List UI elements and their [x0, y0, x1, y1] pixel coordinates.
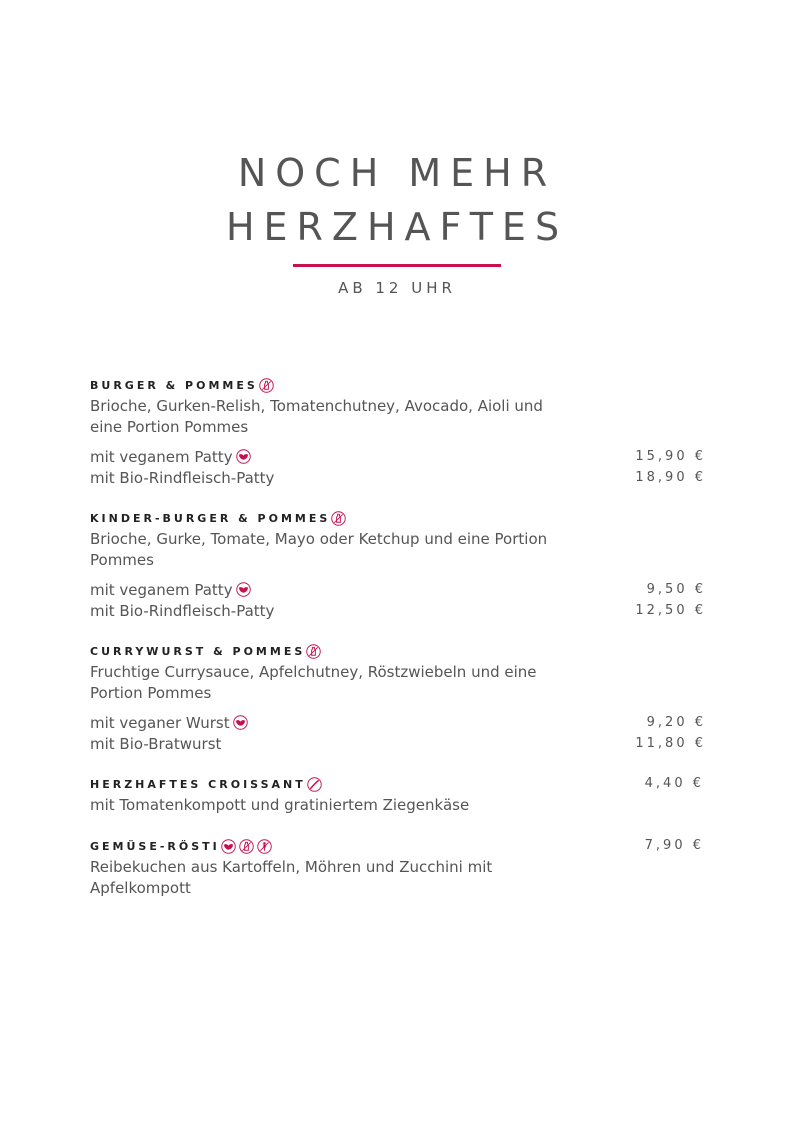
- variant-row: [90, 467, 706, 488]
- menu-item-header: [90, 509, 706, 527]
- variant-row: [90, 579, 706, 600]
- page-title: [0, 146, 794, 254]
- menu-item-header: [90, 642, 706, 660]
- variant-label: [90, 714, 251, 732]
- lactose-free-icon: [306, 644, 321, 659]
- menu-list: [90, 376, 706, 899]
- variant-price: 18,90 €: [635, 470, 706, 485]
- vegetarian-icon: [307, 777, 322, 792]
- variant-label: [90, 602, 274, 620]
- menu-item: [90, 376, 706, 488]
- variant-price: 9,20 €: [646, 715, 706, 730]
- menu-item-variants: [90, 446, 706, 488]
- menu-item-name: GEMÜSE-RÖSTI: [90, 839, 220, 853]
- variant-row: [90, 733, 706, 754]
- vegan-icon: [236, 582, 251, 597]
- menu-item-price: 4,40 €: [644, 776, 704, 791]
- menu-item-description: Brioche, Gurke, Tomate, Mayo oder Ketchup und eine Portion Pommes: [90, 530, 548, 569]
- menu-item-header: [90, 775, 706, 793]
- menu-item: [90, 837, 706, 899]
- menu-item-variants: [90, 712, 706, 754]
- variant-label-text: mit veganem Patty: [90, 447, 233, 466]
- variant-label: [90, 735, 221, 753]
- menu-item-header: [90, 837, 706, 855]
- dietary-icons: [306, 644, 324, 659]
- variant-price: 12,50 €: [635, 603, 706, 618]
- lactose-free-icon: [239, 839, 254, 854]
- vegan-icon: [221, 839, 236, 854]
- menu-item-description: Fruchtige Currysauce, Apfelchutney, Röstzwiebeln und eine Portion Pommes: [90, 663, 537, 702]
- dietary-icons: [331, 511, 349, 526]
- menu-item: [90, 775, 706, 816]
- variant-label-text: mit Bio-Rindfleisch-Patty: [90, 468, 275, 487]
- menu-item-price: 7,90 €: [644, 838, 704, 853]
- variant-price: 11,80 €: [635, 736, 706, 751]
- menu-item-variants: [90, 579, 706, 621]
- variant-label: [90, 469, 274, 487]
- variant-row: [90, 712, 706, 733]
- variant-price: 9,50 €: [646, 582, 706, 597]
- vegan-icon: [236, 449, 251, 464]
- variant-row: [90, 600, 706, 621]
- menu-item-description: Reibekuchen aus Kartoffeln, Möhren und Zucchini mit Apfelkompott: [90, 858, 493, 897]
- dietary-icons: [221, 839, 275, 854]
- title-line-2: HERZHAFTES: [225, 205, 569, 249]
- menu-item-name: KINDER-BURGER & POMMES: [90, 511, 331, 525]
- variant-row: [90, 446, 706, 467]
- variant-price: 15,90 €: [635, 449, 706, 464]
- vegan-icon: [233, 715, 248, 730]
- dietary-icons: [307, 777, 325, 792]
- variant-label: [90, 448, 254, 466]
- menu-item-name: CURRYWURST & POMMES: [90, 644, 306, 658]
- variant-label-text: mit veganem Patty: [90, 580, 233, 599]
- lactose-free-icon: [331, 511, 346, 526]
- menu-item: [90, 642, 706, 754]
- variant-label-text: mit Bio-Rindfleisch-Patty: [90, 601, 275, 620]
- variant-label-text: mit veganer Wurst: [90, 713, 230, 732]
- menu-item-name: BURGER & POMMES: [90, 378, 258, 392]
- title-underline: [293, 264, 501, 267]
- menu-item-description: mit Tomatenkompott und gratiniertem Ziegenkäse: [90, 796, 470, 814]
- variant-label-text: mit Bio-Bratwurst: [90, 734, 222, 753]
- lactose-free-icon: [259, 378, 274, 393]
- menu-item-name: HERZHAFTES CROISSANT: [90, 777, 306, 791]
- menu-item-description: Brioche, Gurken-Relish, Tomatenchutney, Avocado, Aioli und eine Portion Pommes: [90, 397, 543, 436]
- menu-item: [90, 509, 706, 621]
- subtitle: AB 12 UHR: [338, 279, 456, 297]
- menu-item-header: [90, 376, 706, 394]
- title-line-1: NOCH MEHR: [237, 151, 557, 195]
- variant-label: [90, 581, 254, 599]
- dietary-icons: [259, 378, 277, 393]
- gluten-free-icon: [257, 839, 272, 854]
